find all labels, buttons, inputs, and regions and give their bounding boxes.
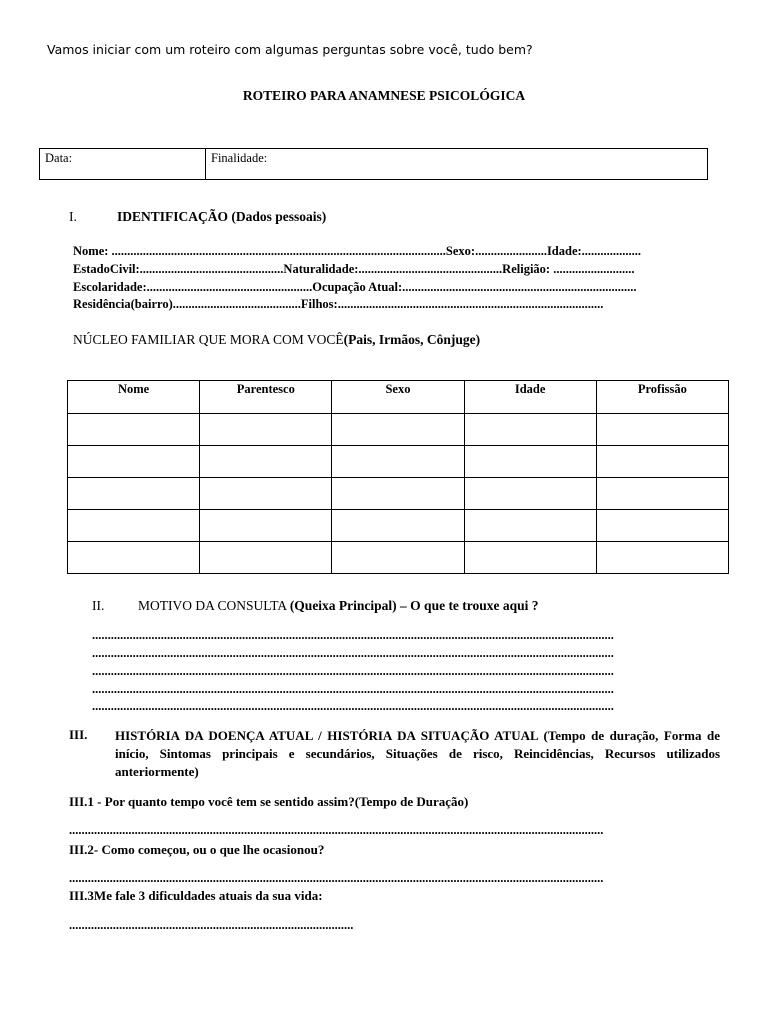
table-row	[68, 510, 729, 542]
col-parentesco: Parentesco	[200, 381, 332, 414]
answer-line-3-1[interactable]: ...........................................................................................................................................................................	[69, 823, 604, 837]
table-row	[68, 414, 729, 446]
section1-number: I.	[69, 209, 77, 224]
answer-line[interactable]: .......................................................................................................................................................................	[92, 664, 614, 678]
table-cell[interactable]	[200, 414, 332, 446]
table-cell[interactable]	[596, 414, 728, 446]
table-cell[interactable]	[332, 446, 464, 478]
table-cell[interactable]	[332, 510, 464, 542]
section3-heading: HISTÓRIA DA DOENÇA ATUAL / HISTÓRIA DA SITUAÇÃO ATUAL (Tempo de duração, Forma de início, Sintomas principais e secundários, Situações de risco, Reincidências, Recursos utilizados anteriormente)	[115, 728, 720, 779]
answer-line-3-2[interactable]: ...........................................................................................................................................................................	[69, 871, 604, 885]
answer-line[interactable]: .......................................................................................................................................................................	[92, 646, 614, 660]
table-row	[68, 446, 729, 478]
table-cell[interactable]	[68, 510, 200, 542]
answer-line[interactable]: .......................................................................................................................................................................	[92, 699, 614, 713]
table-cell[interactable]	[332, 414, 464, 446]
table-cell[interactable]	[596, 542, 728, 574]
section3-number: III.	[69, 727, 88, 742]
table-row	[68, 542, 729, 574]
section2-title: MOTIVO DA CONSULTA	[138, 598, 287, 613]
family-table	[67, 380, 729, 574]
table-cell[interactable]	[596, 510, 728, 542]
purpose-field[interactable]: Finalidade:	[211, 151, 268, 165]
table-cell[interactable]	[464, 446, 596, 478]
family-subtitle: (Pais, Irmãos, Cônjuge)	[343, 332, 481, 347]
section1-title: IDENTIFICAÇÃO	[117, 209, 229, 224]
field-residencia[interactable]: Residência(bairro).........................................Filhos:.....................................................................................	[73, 297, 604, 311]
intro-text: Vamos iniciar com um roteiro com algumas perguntas sobre você, tudo bem?	[47, 42, 533, 57]
table-cell[interactable]	[464, 478, 596, 510]
question-3-2: III.2- Como começou, ou o que lhe ocasionou?	[69, 842, 325, 857]
table-cell[interactable]	[332, 478, 464, 510]
answer-line-3-3[interactable]: ...........................................................................................	[69, 918, 354, 932]
field-estado-civil[interactable]: EstadoCivil:..............................................Naturalidade:..............................................Religião: ..........................	[73, 262, 635, 276]
date-field[interactable]: Data:	[40, 149, 206, 179]
table-cell[interactable]	[68, 414, 200, 446]
table-cell[interactable]	[596, 478, 728, 510]
table-cell[interactable]	[596, 446, 728, 478]
col-idade: Idade	[464, 381, 596, 414]
section2-number: II.	[92, 598, 105, 613]
table-row	[68, 478, 729, 510]
table-cell[interactable]	[200, 510, 332, 542]
table-cell[interactable]	[200, 446, 332, 478]
table-cell[interactable]	[68, 542, 200, 574]
section2-heading	[138, 598, 539, 614]
page-title: ROTEIRO PARA ANAMNESE PSICOLÓGICA	[242, 88, 526, 103]
answer-line[interactable]: .......................................................................................................................................................................	[92, 628, 614, 642]
family-heading	[73, 332, 480, 348]
field-escolaridade[interactable]: Escolaridade:.....................................................Ocupação Atual:...........................................................................	[73, 280, 637, 294]
table-cell[interactable]	[464, 510, 596, 542]
table-cell[interactable]	[464, 542, 596, 574]
table-cell[interactable]	[200, 542, 332, 574]
answer-line[interactable]: .......................................................................................................................................................................	[92, 682, 614, 696]
section1-subtitle: (Dados pessoais)	[231, 209, 327, 224]
section1-heading	[117, 209, 326, 225]
table-cell[interactable]	[200, 478, 332, 510]
question-3-3: III.3Me fale 3 dificuldades atuais da sua vida:	[69, 888, 323, 903]
family-title: NÚCLEO FAMILIAR QUE MORA COM VOCÊ	[73, 332, 344, 347]
field-nome-sexo-idade[interactable]: Nome: ...........................................................................................................Sexo:.......................Idade:...................	[73, 244, 642, 258]
col-nome: Nome	[68, 381, 200, 414]
table-cell[interactable]	[68, 478, 200, 510]
table-cell[interactable]	[68, 446, 200, 478]
family-table-header	[68, 381, 729, 414]
col-sexo: Sexo	[332, 381, 464, 414]
table-cell[interactable]	[464, 414, 596, 446]
col-profissao: Profissão	[596, 381, 728, 414]
section2-subtitle: (Queixa Principal) – O que te trouxe aqui ?	[289, 598, 539, 613]
question-3-1: III.1 - Por quanto tempo você tem se sentido assim?(Tempo de Duração)	[69, 794, 469, 809]
header-box	[39, 148, 708, 180]
table-cell[interactable]	[332, 542, 464, 574]
